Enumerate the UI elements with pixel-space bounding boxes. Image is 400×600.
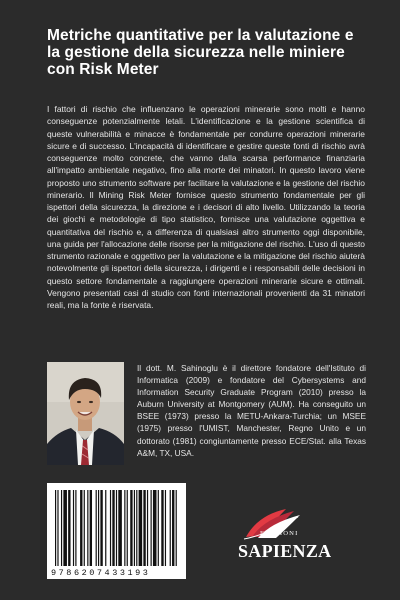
barcode-bars [55, 490, 178, 566]
isbn-number: 9786207433193 [51, 568, 151, 578]
author-portrait-image [47, 362, 124, 465]
book-abstract: I fattori di rischio che influenzano le operazioni minerarie sono molti e hanno conseguenze potenzialmente letali. L'identificazione e la gestione scientifica di queste vulnerabilità e minacce è fondamentale per condurre operazioni minerarie sicure e di successo. L'incapacità di identificare e gestire queste fonti di rischio avrà conseguenze molto concrete, che vanno dalla scarsa performance finanziaria all'impatto ambientale negativo, fino alla morte dei minatori. In questo lavoro viene proposto uno strumento software per facilitare la valutazione e la gestione del rischio minerario. Il Mining Risk Meter fornisce questo strumento fondamentale per gli ispettori della sicurezza, la direzione e i decisori di alto livello. Utilizzando la teoria dei giochi e metodologie di tipo statistico, fornisce una valutazione oggettiva e quantitativa del rischio e, a differenza di qualsiasi altro strumento oggi disponibile, una guida per l'allocazione delle risorse per la mitigazione del rischio. L'uso di questo strumento razionale e oggettivo per la valutazione e la mitigazione del rischio aiuterà notevolmente gli ispettori della sicurezza, i dirigenti e i responsabili delle decisioni in questo settore fondamentale a raggiungere operazioni minerarie sicure e ottimali. Vengono presentati casi di studio con fonti internazionali provenienti da 31 minatori reali, ma la fonte è riservata. [47, 104, 365, 310]
book-title: Metriche quantitative per la valutazione e la gestione della sicurezza nelle miniere con Risk Meter [47, 27, 354, 78]
publisher-name: SAPIENZA [238, 541, 332, 561]
publisher-label: EDIZIONI [260, 530, 299, 537]
publisher-logo [238, 505, 338, 567]
author-bio: Il dott. M. Sahinoglu è il direttore fondatore dell'Istituto di Informatica (2009) e fondatore del Cybersystems and Information Security Graduate Program (2010) presso la Auburn University at Montgomery (AUM). Ha conseguito un BSEE (1973) presso la METU-Ankara-Turchia; un MSEE (1975) presso l'UMIST, Manchester, Regno Unito e un dottorato (1981) congiuntamente presso ECE/Stat. alla Texas A&M, TX, USA. [137, 363, 366, 458]
author-photo [47, 362, 124, 465]
isbn-barcode [47, 483, 186, 579]
